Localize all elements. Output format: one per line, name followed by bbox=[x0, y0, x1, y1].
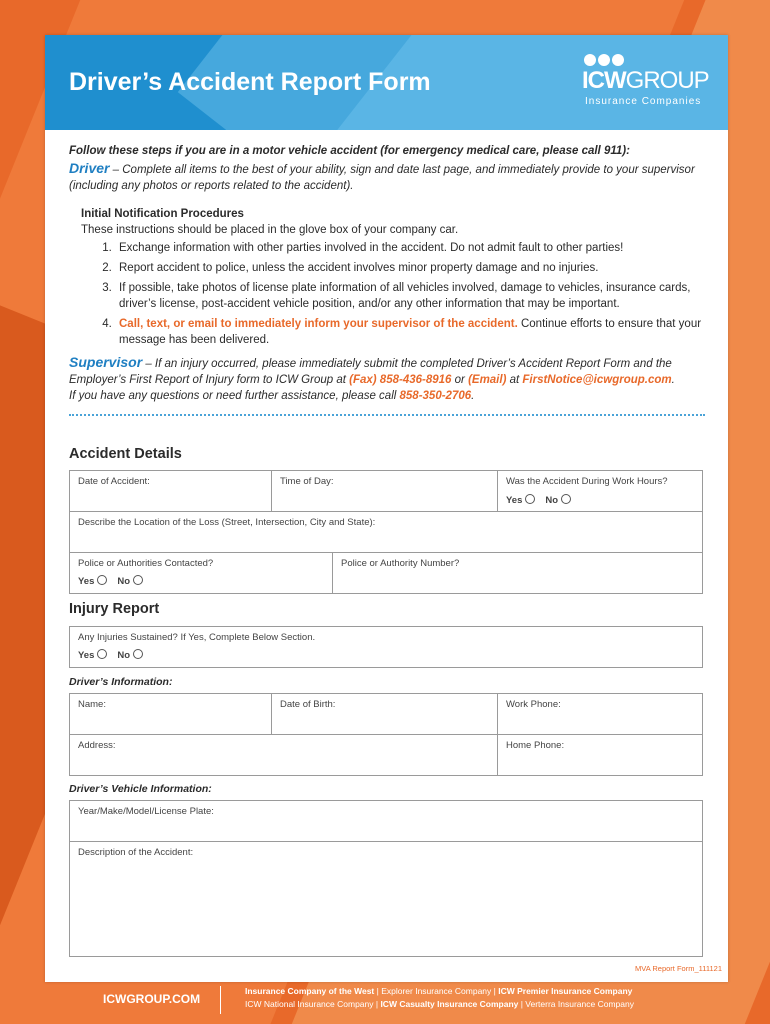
logo-subtitle: Insurance Companies bbox=[585, 96, 702, 107]
email-link[interactable]: FirstNotice@icwgroup.com bbox=[522, 374, 672, 386]
work-hours-yes-label: Yes bbox=[506, 495, 523, 506]
procedure-item: 2. Report accident to police, unless the accident involves minor property damage and no injuries. bbox=[115, 260, 705, 276]
notification-procedures bbox=[81, 206, 705, 348]
police-no-label: No bbox=[117, 576, 131, 587]
police-number-label: Police or Authority Number? bbox=[341, 558, 460, 569]
supervisor-period-2: . bbox=[471, 390, 475, 402]
supervisor-at: at bbox=[506, 374, 523, 386]
driver-label: Driver bbox=[69, 160, 110, 176]
vehicle-field[interactable] bbox=[69, 800, 703, 842]
injury-no-radio[interactable] bbox=[133, 649, 143, 659]
name-label: Name: bbox=[78, 699, 106, 710]
work-hours-label: Was the Accident During Work Hours? bbox=[506, 476, 668, 487]
police-contacted-label: Police or Authorities Contacted? bbox=[78, 558, 214, 569]
page-title: Driver’s Accident Report Form bbox=[69, 68, 431, 96]
driver-instructions bbox=[69, 160, 705, 194]
injury-report-title: Injury Report bbox=[69, 601, 160, 617]
supervisor-instructions bbox=[69, 354, 705, 404]
work-phone-label: Work Phone: bbox=[506, 699, 561, 710]
company-icw-casualty: ICW Casualty Insurance Company bbox=[380, 999, 519, 1009]
form-page bbox=[45, 35, 728, 982]
footer bbox=[45, 982, 728, 1024]
procedure-item-highlight: Call, text, or email to immediately inform your supervisor of the accident. bbox=[119, 318, 518, 330]
accident-description-field[interactable] bbox=[69, 841, 703, 957]
police-number-field[interactable] bbox=[332, 552, 703, 594]
supervisor-or: or bbox=[451, 374, 469, 386]
injuries-sustained-label: Any Injuries Sustained? If Yes, Complete Below Section. bbox=[78, 632, 316, 643]
address-label: Address: bbox=[78, 740, 116, 751]
procedures-title: Initial Notification Procedures bbox=[81, 208, 244, 220]
home-phone-label: Home Phone: bbox=[506, 740, 565, 751]
injury-no-label: No bbox=[117, 650, 131, 661]
procedure-item-text: Continue efforts to ensure that your message has been delivered. bbox=[119, 318, 702, 346]
email-label: (Email) bbox=[468, 374, 507, 386]
work-hours-field bbox=[497, 470, 703, 512]
phone-number[interactable]: 858-350-2706 bbox=[399, 390, 472, 402]
home-phone-field[interactable] bbox=[497, 734, 703, 776]
work-phone-field[interactable] bbox=[497, 693, 703, 735]
injuries-sustained-field bbox=[69, 626, 703, 668]
company-list bbox=[245, 985, 634, 1011]
procedures-subtitle: These instructions should be placed in the glove box of your company car. bbox=[81, 224, 459, 236]
company-explorer: | Explorer Insurance Company | bbox=[374, 986, 499, 996]
driver-text: – Complete all items to the best of your ability, sign and date last page, and immediately provide to your supervisor (including any photos or reports related to the accident). bbox=[69, 164, 695, 192]
intro-steps: Follow these steps if you are in a motor vehicle accident (for emergency medical care, please call 911): bbox=[69, 145, 630, 157]
vehicle-information-title: Driver’s Vehicle Information: bbox=[69, 783, 212, 795]
vehicle-label: Year/Make/Model/License Plate: bbox=[78, 806, 214, 817]
icw-group-logo bbox=[582, 53, 712, 113]
police-yes-radio[interactable] bbox=[97, 575, 107, 585]
dotted-divider bbox=[69, 414, 705, 416]
logo-brand-bold: ICW bbox=[582, 67, 626, 94]
date-of-accident-label: Date of Accident: bbox=[78, 476, 150, 487]
date-of-birth-field[interactable] bbox=[271, 693, 498, 735]
time-of-day-field[interactable] bbox=[271, 470, 498, 512]
police-no-radio[interactable] bbox=[133, 575, 143, 585]
header-banner bbox=[45, 35, 728, 130]
location-label: Describe the Location of the Loss (Street, Intersection, City and State): bbox=[78, 517, 376, 528]
accident-details-title: Accident Details bbox=[69, 446, 182, 462]
police-yes-label: Yes bbox=[78, 576, 95, 587]
supervisor-period: . bbox=[671, 374, 675, 386]
instructions bbox=[69, 143, 705, 428]
work-hours-no-radio[interactable] bbox=[561, 494, 571, 504]
company-verterra: | Verterra Insurance Company bbox=[518, 999, 634, 1009]
injury-yes-label: Yes bbox=[78, 650, 95, 661]
procedures-list bbox=[81, 240, 705, 348]
drivers-information-title: Driver’s Information: bbox=[69, 676, 173, 688]
website-link[interactable]: ICWGROUP.COM bbox=[103, 992, 201, 1006]
work-hours-no-label: No bbox=[545, 495, 559, 506]
footer-separator bbox=[220, 986, 221, 1014]
date-of-birth-label: Date of Birth: bbox=[280, 699, 336, 710]
fax-number: (Fax) 858-436-8916 bbox=[349, 374, 452, 386]
company-icw-national: ICW National Insurance Company | bbox=[245, 999, 381, 1009]
accident-description-label: Description of the Accident: bbox=[78, 847, 194, 858]
address-field[interactable] bbox=[69, 734, 498, 776]
logo-brand-thin: GROUP bbox=[625, 67, 709, 94]
location-field[interactable] bbox=[69, 511, 703, 553]
procedure-item: 1. Exchange information with other parties involved in the accident. Do not admit fault to other parties! bbox=[115, 240, 705, 256]
supervisor-text: – If an injury occurred, please immediately submit the completed Driver’s Accident Report Form and the Employer’s First Report of Injury form to ICW Group at bbox=[69, 358, 672, 386]
procedure-item: 3. If possible, take photos of license plate information of all vehicles involved, damage to vehicles, insurance cards, driver’s license, post-accident vehicle position, and/or any other information that may be important. bbox=[115, 280, 705, 312]
time-of-day-label: Time of Day: bbox=[280, 476, 334, 487]
company-icw-west: Insurance Company of the West bbox=[245, 986, 375, 996]
work-hours-yes-radio[interactable] bbox=[525, 494, 535, 504]
name-field[interactable] bbox=[69, 693, 272, 735]
company-icw-premier: ICW Premier Insurance Company bbox=[498, 986, 633, 996]
supervisor-label: Supervisor bbox=[69, 354, 143, 370]
police-contacted-field bbox=[69, 552, 333, 594]
date-of-accident-field[interactable] bbox=[69, 470, 272, 512]
injury-yes-radio[interactable] bbox=[97, 649, 107, 659]
supervisor-question-text: If you have any questions or need further assistance, please call bbox=[69, 390, 400, 402]
form-id: MVA Report Form_111121 bbox=[635, 964, 722, 973]
procedure-item bbox=[115, 316, 705, 348]
